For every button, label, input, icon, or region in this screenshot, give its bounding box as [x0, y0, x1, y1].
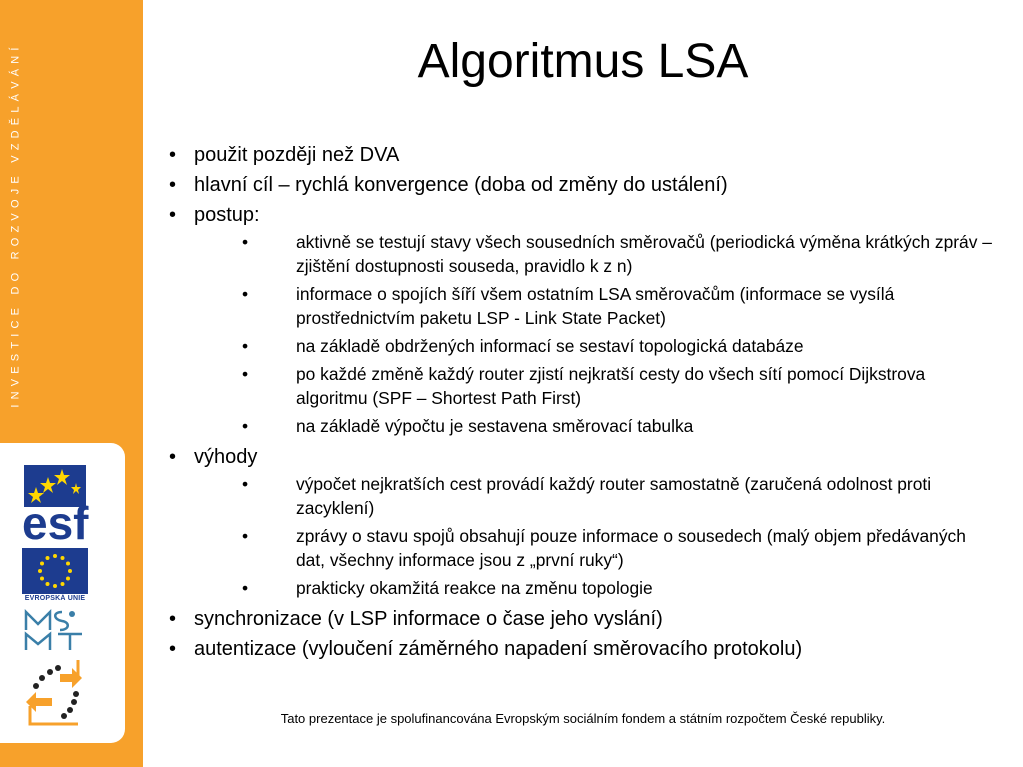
- sub-bullet-item: • aktivně se testují stavy všech sousedních směrovačů (periodická výměna krátkých zpráv – zjištění dostupnosti souseda, pravidlo k z n): [165, 230, 995, 278]
- msmt-logo: [22, 608, 92, 652]
- svg-text:esf: esf: [22, 497, 89, 543]
- sub-bullet-item: • zprávy o stavu spojů obsahují pouze informace o sousedech (malý objem předávaných dat, všechny informace jsou z „první ruky“): [165, 524, 995, 572]
- footer-note: Tato prezentace je spolufinancována Evropským sociálním fondem a státním rozpočtem České republiky.: [280, 711, 886, 726]
- esf-logo: [22, 463, 112, 543]
- sub-bullet-list: [165, 472, 995, 600]
- sub-bullet-item: • výpočet nejkratších cest provádí každý router samostatně (zaručená odolnost proti zacyklení): [165, 472, 995, 520]
- op-vk-logo: [22, 658, 92, 728]
- bullet-text: • synchronizace (v LSP informace o čase jeho vyslání): [165, 604, 995, 634]
- bullet-text: • hlavní cíl – rychlá konvergence (doba od změny do ustálení): [165, 170, 995, 200]
- bullet-item: [165, 170, 995, 200]
- bullet-item: [165, 140, 995, 170]
- bullet-text: • autentizace (vyloučení záměrného napadení směrovacího protokolu): [165, 634, 995, 664]
- bullet-list: [165, 140, 995, 664]
- slide-title: Algoritmus LSA: [417, 35, 749, 88]
- bullet-text: • použit později než DVA: [165, 140, 995, 170]
- logo-panel: [0, 443, 125, 743]
- bullet-item: [165, 604, 995, 634]
- sub-bullet-item: • na základě obdržených informací se sestaví topologická databáze: [165, 334, 995, 358]
- bullet-text: • výhody: [165, 442, 995, 472]
- sidebar-vertical-text-wrap: [6, 30, 26, 420]
- bullet-item: [165, 200, 995, 438]
- bullet-text: • postup:: [165, 200, 995, 230]
- sidebar-vertical-text: INVESTICE DO ROZVOJE VZDĚLÁVÁNÍ: [10, 42, 23, 408]
- sub-bullet-list: [165, 230, 995, 438]
- sub-bullet-item: • po každé změně každý router zjistí nejkratší cesty do všech sítí pomocí Dijkstrova algoritmu (SPF – Shortest Path First): [165, 362, 995, 410]
- sub-bullet-item: • na základě výpočtu je sestavena směrovací tabulka: [165, 414, 995, 438]
- slide-content: [165, 140, 995, 664]
- bullet-item: [165, 442, 995, 600]
- bullet-item: [165, 634, 995, 664]
- sidebar: [0, 0, 143, 767]
- sub-bullet-item: • informace o spojích šíří všem ostatním LSA směrovačům (informace se vysílá prostřednictvím paketu LSP - Link State Packet): [165, 282, 995, 330]
- sub-bullet-item: • prakticky okamžitá reakce na změnu topologie: [165, 576, 995, 600]
- eu-label: EVROPSKÁ UNIE: [24, 595, 86, 602]
- eu-flag-logo: [22, 548, 88, 594]
